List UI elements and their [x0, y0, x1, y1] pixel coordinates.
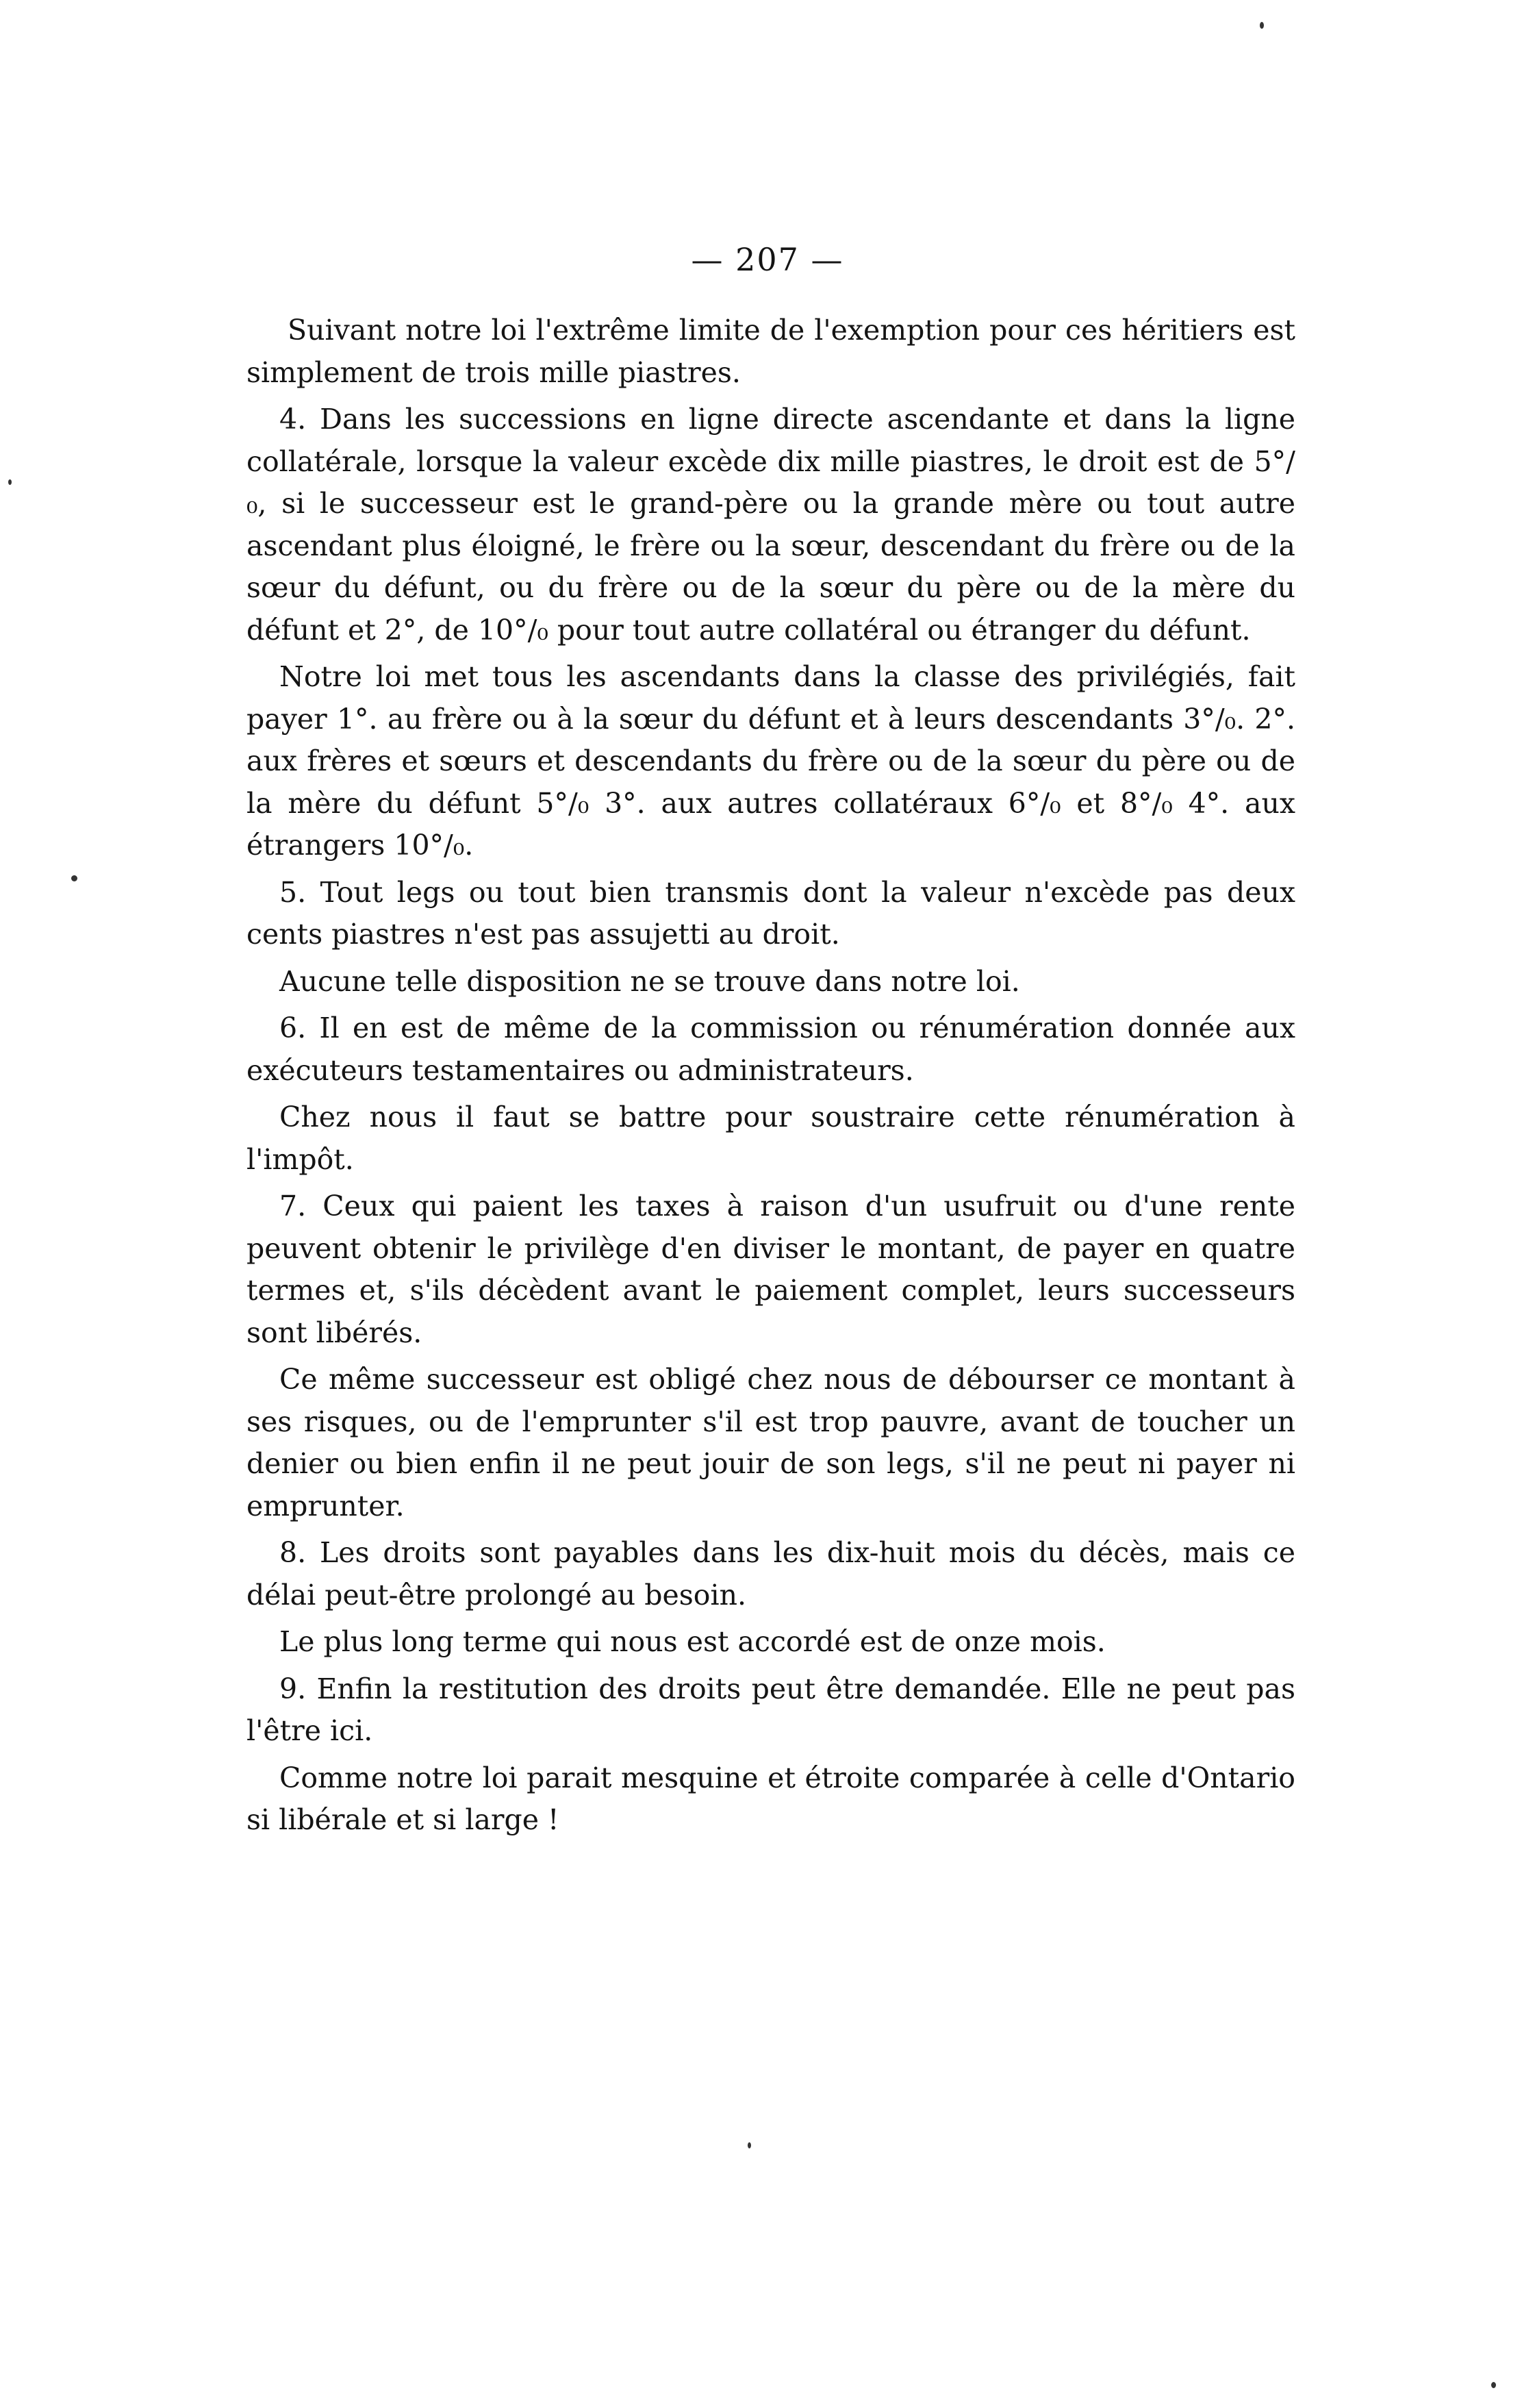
paragraph-exemption-limit: Suivant notre loi l'extrême limite de l'exemption pour ces héritiers est simplement de trois mille piastres.	[246, 314, 1295, 389]
scan-speck	[71, 875, 77, 881]
paragraph-item-5: 5. Tout legs ou tout bien transmis dont la valeur n'excède pas deux cents piastres n'est pas assujetti au droit.	[246, 875, 1295, 951]
scan-speck	[8, 479, 12, 485]
paragraph-item-6: 6. Il en est de même de la commission ou rénumération donnée aux exécuteurs testamentaires ou administrateurs.	[246, 1012, 1295, 1087]
paragraph-item-4: 4. Dans les successions en ligne directe ascendante et dans la ligne collatérale, lorsque la valeur excède dix mille piastres, le droit est de 5°/₀, si le successeur est le grand-père ou la grande mère ou tout autre ascendant plus éloigné, le frère ou la sœur, descendant du frère ou de la sœur du défunt, ou du frère ou de la sœur du père ou de la mère du défunt et 2°, de 10°/₀ pour tout autre collatéral ou étranger du défunt.	[246, 403, 1295, 647]
page-number: — 207 —	[691, 241, 844, 278]
scan-speck	[1260, 22, 1264, 29]
body-text	[246, 310, 1295, 1846]
paragraph-conclusion: Comme notre loi parait mesquine et étroite comparée à celle d'Ontario si libérale et si large !	[246, 1761, 1295, 1836]
paragraph-our-law-ascendants: Notre loi met tous les ascendants dans la classe des privilégiés, fait payer 1°. au frère ou à la sœur du défunt et à leurs descendants 3°/₀. 2°. aux frères et sœurs et descendants du frère ou de la sœur du père ou de la mère du défunt 5°/₀ 3°. aux autres collatéraux 6°/₀ et 8°/₀ 4°. aux étrangers 10°/₀.	[246, 660, 1295, 862]
paragraph-chez-nous: Chez nous il faut se battre pour soustraire cette rénumération à l'impôt.	[246, 1101, 1295, 1176]
paragraph-item-9: 9. Enfin la restitution des droits peut être demandée. Elle ne peut pas l'être ici.	[246, 1672, 1295, 1747]
paragraph-longest-term: Le plus long terme qui nous est accordé est de onze mois.	[279, 1625, 1106, 1658]
paragraph-no-such-provision: Aucune telle disposition ne se trouve dans notre loi.	[279, 964, 1020, 998]
paragraph-same-successor: Ce même successeur est obligé chez nous de débourser ce montant à ses risques, ou de l'emprunter s'il est trop pauvre, avant de toucher un denier ou bien enfin il ne peut jouir de son legs, s'il ne peut ni payer ni emprunter.	[246, 1363, 1295, 1522]
paragraph-item-8: 8. Les droits sont payables dans les dix-huit mois du décès, mais ce délai peut-être prolongé au besoin.	[246, 1536, 1295, 1611]
scan-speck	[1491, 2382, 1496, 2388]
paragraph-item-7: 7. Ceux qui paient les taxes à raison d'un usufruit ou d'une rente peuvent obtenir le privilège d'en diviser le montant, de payer en quatre termes et, s'ils décèdent avant le paiement complet, leurs successeurs sont libérés.	[246, 1190, 1295, 1349]
scan-speck	[748, 2142, 751, 2148]
